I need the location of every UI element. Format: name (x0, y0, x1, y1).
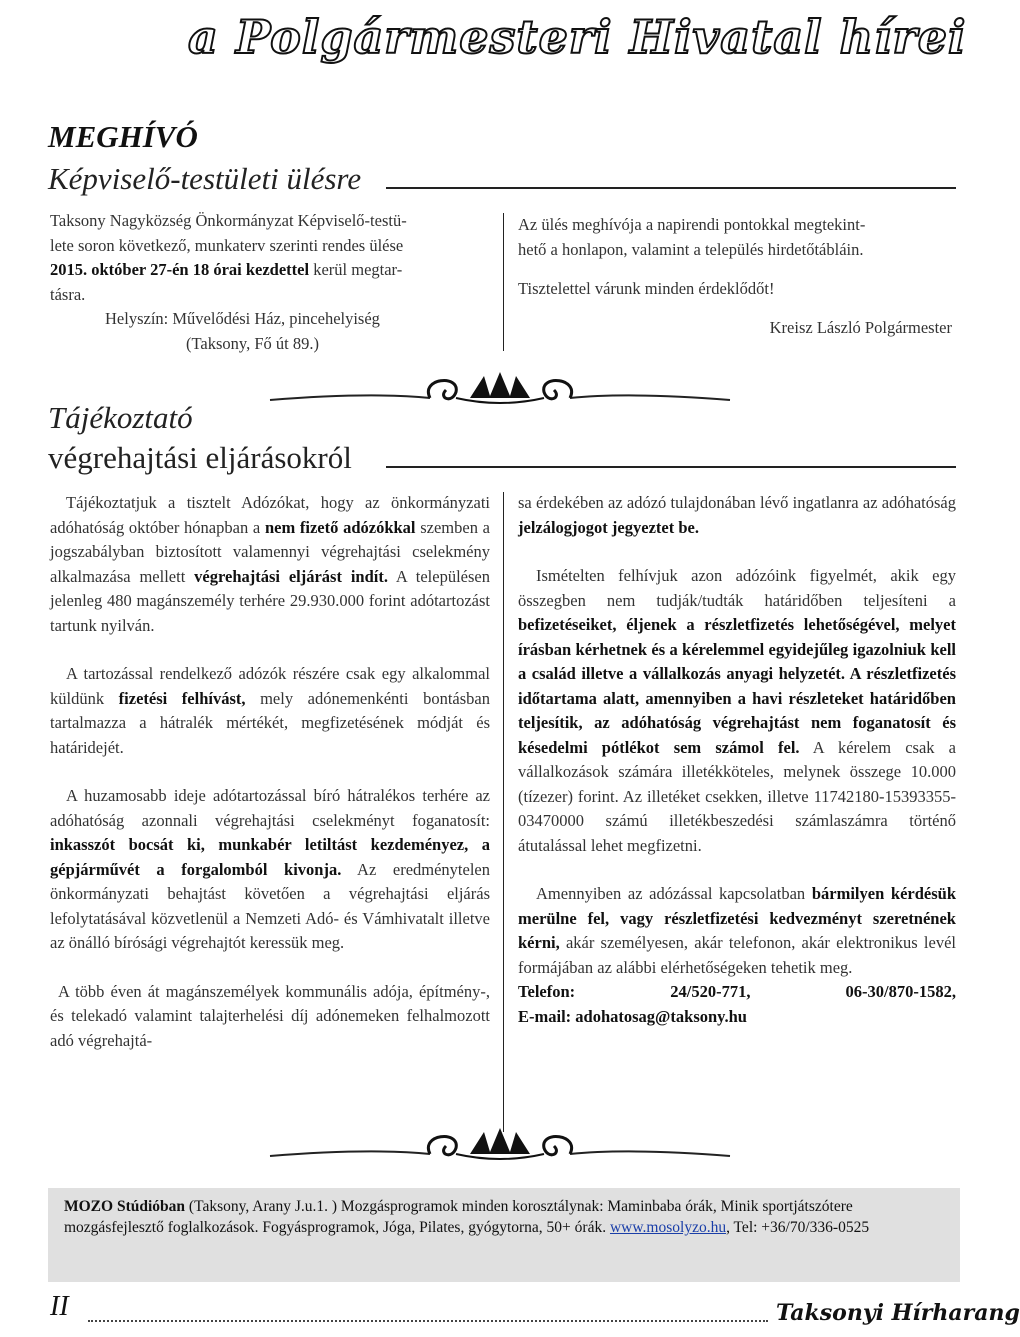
banner-title: a Polgármesteri Hivatal hírei (188, 10, 967, 64)
article-rule (386, 466, 956, 468)
invitation-subtitle: Képviselő-testületi ülésre (48, 161, 362, 196)
invitation-left-text: Taksony Nagyközség Önkormányzat Képviselő-testü- lete soron következő, munkaterv szerinti rendes ülése 2015. október 27-én 18 órai kezdettel kerül megtar- tásra. Helyszín: Művelődési Ház, pincehelyiség (Taksony, Fő út 89.) (50, 209, 500, 356)
footer-website-link[interactable]: www.mosolyzo.hu (609, 1219, 727, 1236)
contact-phone: Telefon: 24/520-771, 06-30/870-1582, (518, 982, 956, 1001)
footer-ad-text: MOZO Stúdióban (Taksony, Arany J.u.1. ) Mozgásprogramok minden korosztálynak: Maminbaba órák, Minik sportjátszótere mozgásfejlesztő foglalkozások. Fogyásprogramok, Jóga, Pilates, gyógytorna, 50+ órák. www.mosolyzo.hu, Tel: +36/70/336-0525 (64, 1198, 870, 1236)
header-banner (188, 0, 967, 78)
invitation-right-text: Az ülés meghívója a napirendi pontokkal megtekint- hető a honlapon, valamint a település hirdetőtábláin. Tisztelettel várunk minden érdeklődőt! Kreisz László Polgármester (518, 212, 958, 340)
article-paragraph-1: Tájékoztatjuk a tisztelt Adózókat, hogy az önkormányzati adóhatóság október hónapban a nem fizető adózókkal szemben a jogszabályban biztosított valamennyi végrehajtási cselekmény alkalmazása mellett végrehajtási eljárást indít. A településen jelenleg 480 magánszemély terhére 29.930.000 forint adótartozást tartunk nyilván. (50, 493, 490, 635)
invitation-title: MEGHÍVÓ (48, 119, 198, 154)
invitation-divider (503, 213, 504, 351)
footer-studio-name: MOZO Stúdióban (64, 1198, 186, 1215)
article-paragraph-4: A több éven át magánszemélyek kommunális adója, építmény-, és telekadó valamint talajterhelési díj adónemeken felhalmozott adó végrehajtá- (50, 981, 490, 1050)
article-paragraph-5: sa érdekében az adózó tulajdonában lévő ingatlanra az adóhatóság jelzálogjogot jegyeztet be. (518, 493, 956, 537)
ornament-divider-bottom (270, 1124, 730, 1176)
article-subtitle: végrehajtási eljárásokról (48, 440, 352, 475)
contact-email: E-mail: adohatosag@taksony.hu (518, 1006, 747, 1026)
invitation-rule (386, 187, 956, 189)
ornament-divider-top (270, 368, 730, 420)
meeting-location: Helyszín: Művelődési Ház, pincehelyiség (105, 309, 380, 328)
article-left-column (50, 491, 490, 1053)
footer-dotted-line (88, 1320, 768, 1322)
article-title: Tájékoztató (48, 400, 193, 435)
article-right-column (518, 491, 956, 1029)
page-number: II (50, 1291, 69, 1322)
article-paragraph-2: A tartozással rendelkező adózók részére csak egy alkalommal küldünk fizetési felhívást, mely adónemenkénti bontásban tartalmazza a hátralék mértékét, megfizetésének módját és határidejét. (50, 664, 490, 757)
article-paragraph-7: Amennyiben az adózással kapcsolatban bármilyen kérdésük merülne fel, vagy részletfizetési kedvezményt szeretnének kérni, akár személyesen, akár telefonon, akár elektronikus levél formájában az alábbi elérhetőségeken tehetik meg. (518, 884, 957, 977)
signature: Kreisz László Polgármester (769, 318, 952, 337)
meeting-date: 2015. október 27-én 18 órai kezdettel (50, 260, 310, 279)
article-paragraph-6: Ismételten felhívjuk azon adózóink figyelmét, akik egy összegben nem tudják/tudták határidőben teljesíteni a befizetéseiket, éljenek a részletfizetés lehetőségével, melyet írásban kérhetnek és a kérelemmel egyidejűleg igazolniuk kell a család illetve a vállalkozás anyagi helyzetét. A részletfizetés időtartama alatt, amennyiben a havi részleteket határidőben teljesítik, az adóhatóság végrehajtást nem foganatosít és késedelmi pótlékot sem számol fel. A kérelem csak a vállalkozások számára illetékköteles, melynek összege 10.000 (tízezer) forint. Az illetéket csekken, illetve 11742180-15393355-03470000 számú illetékbeszedési számlaszámra történő átutalással lehet megfizetni. (518, 566, 956, 855)
article-divider (503, 492, 504, 1132)
magazine-name: Taksonyi Hírharang (776, 1300, 1020, 1326)
article-paragraph-3: A huzamosabb ideje adótartozással bíró hátralékos terhére az adóhatóság azonnali végrehajtási cselekményt foganatosít: inkasszót bocsát ki, munkabér letiltást kezdeményez, a gépjárművét a forgalomból kivonja. Az eredménytelen önkormányzati behajtást követően a végrehajtási eljárás lefolytatásával közvetlenül a Nemzeti Adó- és Vámhivatalt illetve az önálló bírósági végrehajtót keressük meg. (50, 786, 490, 952)
greeting: Tisztelettel várunk minden érdeklődőt! (518, 279, 775, 298)
